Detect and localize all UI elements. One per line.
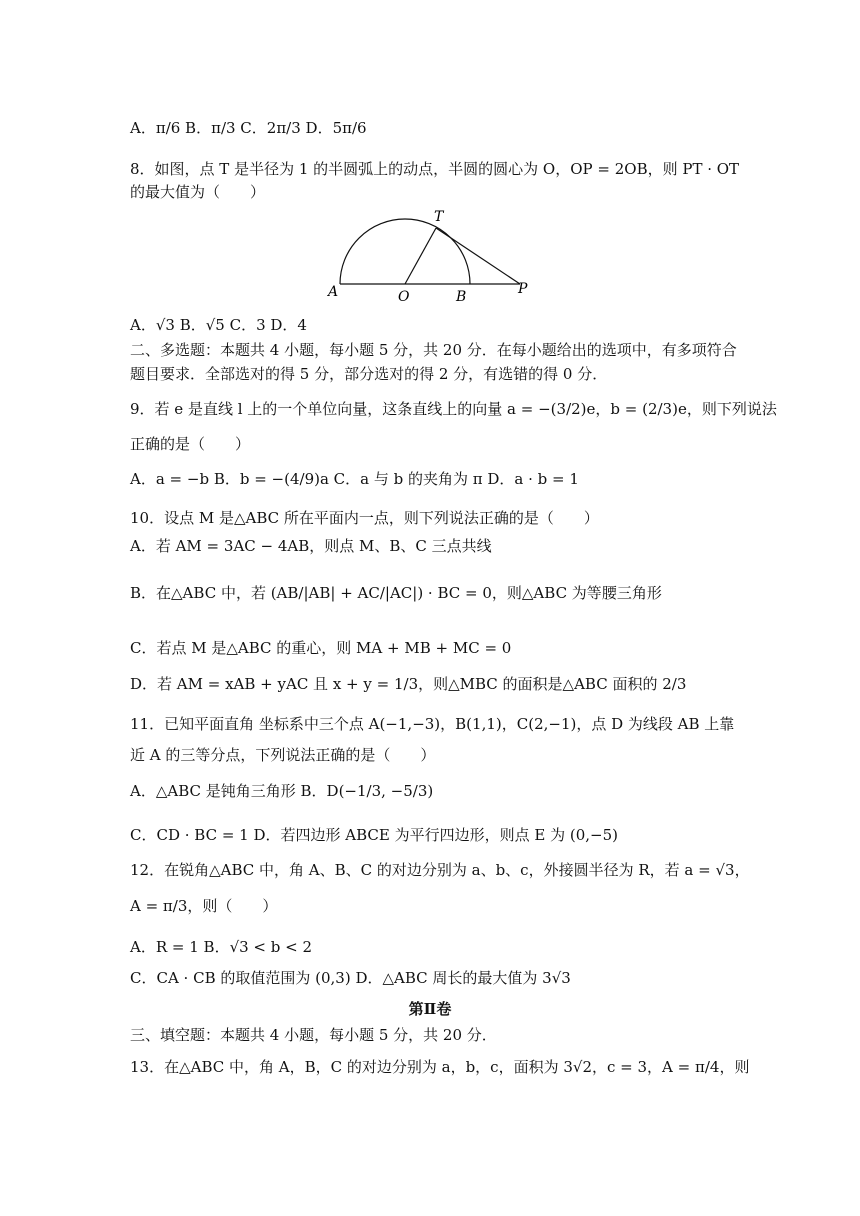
section2-heading-line1: 二、多选题：本题共 4 小题，每小题 5 分，共 20 分．在每小题给出的选项中，有多项符合 — [130, 341, 737, 359]
segment-OT — [405, 228, 436, 284]
segment-TP — [436, 228, 520, 284]
semicircle-figure — [320, 205, 540, 305]
q10-option-b: B．在△ABC 中，若 (AB/|AB| + AC/|AC|) · BC = 0，则△ABC 为等腰三角形 — [130, 584, 662, 602]
q8-stem-line1: 8．如图，点 T 是半径为 1 的半圆弧上的动点，半圆的圆心为 O，OP = 2OB，则 PT · OT — [130, 160, 740, 178]
q13-stem: 13．在△ABC 中，角 A，B，C 的对边分别为 a，b，c，面积为 3√2，c = 3，A = π/4，则 — [130, 1058, 750, 1076]
q7-options: A．π/6 B．π/3 C．2π/3 D．5π/6 — [130, 119, 367, 137]
q9-options: A．a = −b B．b = −(4/9)a C．a 与 b 的夹角为 π D．a · b = 1 — [130, 470, 579, 488]
q8-options: A．√3 B．√5 C．3 D．4 — [130, 316, 307, 334]
q12-options-ab: A．R = 1 B．√3 < b < 2 — [130, 938, 313, 956]
label-T: T — [434, 209, 444, 225]
semicircle-arc — [340, 219, 470, 284]
label-A: A — [328, 284, 339, 300]
q11-options-cd: C．CD · BC = 1 D．若四边形 ABCE 为平行四边形，则点 E 为 (0,−5) — [130, 826, 618, 844]
section3-heading: 三、填空题：本题共 4 小题，每小题 5 分，共 20 分． — [130, 1026, 497, 1044]
label-P: P — [518, 281, 528, 297]
q11-options-ab: A．△ABC 是钝角三角形 B．D(−1/3, −5/3) — [130, 782, 434, 800]
q10-option-a: A．若 AM = 3AC − 4AB，则点 M、B、C 三点共线 — [130, 537, 492, 555]
q12-options-cd: C．CA · CB 的取值范围为 (0,3) D．△ABC 周长的最大值为 3√3 — [130, 969, 571, 987]
q11-stem-line2: 近 A 的三等分点，下列说法正确的是（ ） — [130, 746, 436, 764]
q9-stem-line2: 正确的是（ ） — [130, 435, 251, 453]
section2-heading-line2: 题目要求．全部选对的得 5 分，部分选对的得 2 分，有选错的得 0 分． — [130, 365, 608, 383]
q12-stem-line2: A = π/3，则（ ） — [130, 897, 278, 915]
q10-option-d: D．若 AM = xAB + yAC 且 x + y = 1/3，则△MBC 的面积是△ABC 面积的 2/3 — [130, 675, 687, 693]
label-B: B — [456, 289, 467, 305]
label-O: O — [398, 289, 410, 305]
part-2-heading: 第Ⅱ卷 — [408, 1000, 452, 1018]
q8-stem-line2: 的最大值为（ ） — [130, 183, 266, 201]
q12-stem-line1: 12．在锐角△ABC 中，角 A、B、C 的对边分别为 a、b、c，外接圆半径为 R，若 a = √3， — [130, 861, 750, 879]
q10-stem: 10．设点 M 是△ABC 所在平面内一点，则下列说法正确的是（ ） — [130, 509, 599, 527]
q9-stem-line1: 9．若 e 是直线 l 上的一个单位向量，这条直线上的向量 a = −(3/2)e，b = (2/3)e，则下列说法 — [130, 400, 777, 418]
q10-option-c: C．若点 M 是△ABC 的重心，则 MA + MB + MC = 0 — [130, 639, 512, 657]
q11-stem-line1: 11．已知平面直角 坐标系中三个点 A(−1,−3)，B(1,1)，C(2,−1)，点 D 为线段 AB 上靠 — [130, 715, 735, 733]
